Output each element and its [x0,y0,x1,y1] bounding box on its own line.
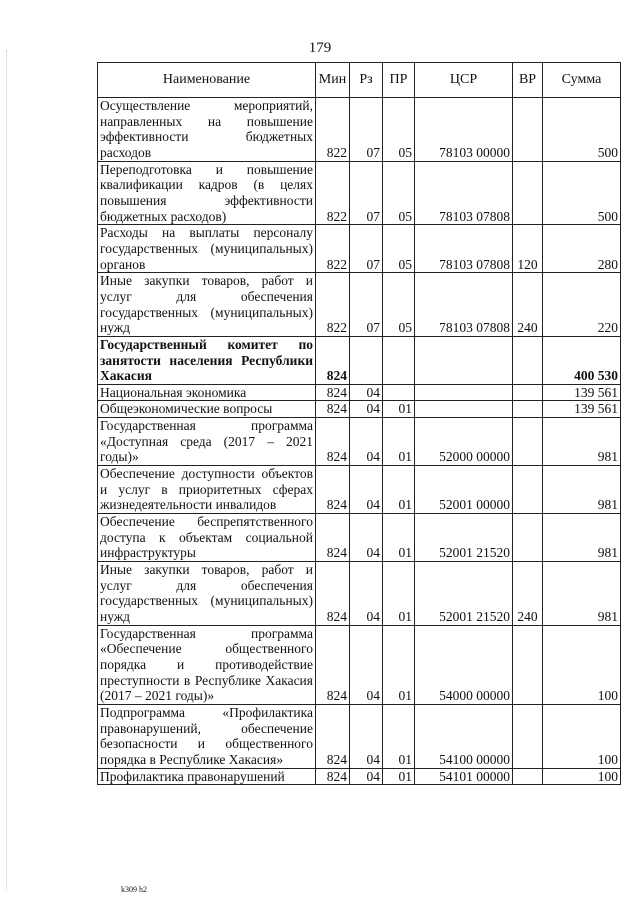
cell-name: Обеспечение доступности объектов и услуг в приоритетных сферах жизнедеятельности инвалидов [98,466,316,514]
cell-rz: 04 [350,418,383,466]
header-name: Наименование [98,63,316,98]
cell-csr: 78103 07808 [415,161,513,225]
cell-sum: 139 561 [543,401,621,418]
cell-rz: 04 [350,466,383,514]
cell-name: Расходы на выплаты персоналу государственных (муниципальных) органов [98,225,316,273]
cell-vr [513,768,543,785]
cell-pr: 05 [383,225,415,273]
cell-vr [513,514,543,562]
cell-min: 824 [316,336,350,384]
table-row [98,562,621,626]
cell-pr: 05 [383,161,415,225]
cell-min: 822 [316,98,350,162]
cell-sum: 139 561 [543,384,621,401]
cell-min: 824 [316,466,350,514]
cell-name: Государственная программа «Обеспечение общественного порядка и противодействие преступности в Республике Хакасия (2017 – 2021 годы)» [98,625,316,704]
cell-pr: 01 [383,418,415,466]
cell-vr [513,704,543,768]
cell-sum: 100 [543,704,621,768]
cell-vr [513,384,543,401]
cell-csr: 52001 21520 [415,514,513,562]
cell-csr: 78103 07808 [415,225,513,273]
table-row [98,514,621,562]
cell-min: 824 [316,704,350,768]
cell-vr [513,98,543,162]
table-row [98,401,621,418]
cell-pr: 01 [383,625,415,704]
table-row [98,768,621,785]
cell-vr [513,625,543,704]
cell-vr [513,401,543,418]
cell-sum: 981 [543,466,621,514]
cell-min: 824 [316,401,350,418]
cell-vr: 240 [513,273,543,337]
header-min: Мин [316,63,350,98]
cell-rz: 04 [350,625,383,704]
cell-csr: 78103 07808 [415,273,513,337]
table-row [98,273,621,337]
cell-sum: 500 [543,161,621,225]
cell-vr [513,418,543,466]
cell-pr: 05 [383,98,415,162]
cell-rz [350,336,383,384]
header-sum: Сумма [543,63,621,98]
cell-min: 824 [316,768,350,785]
table-row [98,466,621,514]
cell-pr: 05 [383,273,415,337]
table-row [98,336,621,384]
cell-sum: 220 [543,273,621,337]
cell-csr: 54000 00000 [415,625,513,704]
cell-rz: 07 [350,273,383,337]
cell-pr: 01 [383,514,415,562]
cell-csr [415,336,513,384]
cell-min: 824 [316,562,350,626]
cell-name: Профилактика правонарушений [98,768,316,785]
cell-vr: 240 [513,562,543,626]
cell-sum: 981 [543,562,621,626]
cell-csr: 52001 00000 [415,466,513,514]
cell-pr: 01 [383,768,415,785]
cell-rz: 07 [350,225,383,273]
cell-csr: 54101 00000 [415,768,513,785]
cell-csr: 78103 00000 [415,98,513,162]
scan-edge-dots [6,50,8,890]
cell-pr [383,336,415,384]
cell-csr: 54100 00000 [415,704,513,768]
cell-pr: 01 [383,562,415,626]
cell-csr: 52001 21520 [415,562,513,626]
cell-name: Государственная программа «Доступная среда (2017 – 2021 годы)» [98,418,316,466]
cell-sum: 500 [543,98,621,162]
table-row [98,225,621,273]
table-header-row [98,63,621,98]
cell-rz: 04 [350,514,383,562]
cell-csr [415,401,513,418]
cell-vr [513,161,543,225]
table-body [98,98,621,785]
cell-pr [383,384,415,401]
cell-name: Обеспечение беспрепятственного доступа к объектам социальной инфраструктуры [98,514,316,562]
table-row [98,161,621,225]
cell-pr: 01 [383,466,415,514]
budget-table [97,62,621,785]
cell-vr: 120 [513,225,543,273]
cell-name: Национальная экономика [98,384,316,401]
cell-min: 824 [316,384,350,401]
cell-min: 822 [316,273,350,337]
cell-name: Подпрограмма «Профилактика правонарушений, обеспечение безопасности и общественного порядка в Республике Хакасия» [98,704,316,768]
cell-min: 824 [316,418,350,466]
table-row [98,704,621,768]
cell-min: 824 [316,514,350,562]
cell-rz: 04 [350,562,383,626]
cell-name: Общеэкономические вопросы [98,401,316,418]
cell-sum: 400 530 [543,336,621,384]
cell-min: 822 [316,161,350,225]
table-row [98,384,621,401]
header-vr: ВР [513,63,543,98]
header-csr: ЦСР [415,63,513,98]
cell-rz: 07 [350,98,383,162]
cell-name: Государственный комитет по занятости населения Республики Хакасия [98,336,316,384]
header-pr: ПР [383,63,415,98]
cell-csr: 52000 00000 [415,418,513,466]
table-row [98,98,621,162]
cell-name: Иные закупки товаров, работ и услуг для обеспечения государственных (муниципальных) нужд [98,562,316,626]
page-number: 179 [308,40,332,56]
cell-vr [513,336,543,384]
header-rz: Рз [350,63,383,98]
table-row [98,418,621,466]
cell-vr [513,466,543,514]
cell-sum: 100 [543,625,621,704]
cell-min: 824 [316,625,350,704]
cell-rz: 07 [350,161,383,225]
cell-name: Переподготовка и повышение квалификации кадров (в целях повышения эффективности бюджетных расходов) [98,161,316,225]
cell-name: Иные закупки товаров, работ и услуг для обеспечения государственных (муниципальных) нужд [98,273,316,337]
cell-sum: 280 [543,225,621,273]
cell-sum: 981 [543,418,621,466]
footer-code: k309 h2 [121,885,147,894]
cell-rz: 04 [350,704,383,768]
cell-pr: 01 [383,704,415,768]
cell-pr: 01 [383,401,415,418]
cell-csr [415,384,513,401]
cell-min: 822 [316,225,350,273]
cell-sum: 981 [543,514,621,562]
cell-name: Осуществление мероприятий, направленных на повышение эффективности бюджетных расходов [98,98,316,162]
cell-rz: 04 [350,401,383,418]
cell-rz: 04 [350,384,383,401]
cell-rz: 04 [350,768,383,785]
cell-sum: 100 [543,768,621,785]
table-row [98,625,621,704]
